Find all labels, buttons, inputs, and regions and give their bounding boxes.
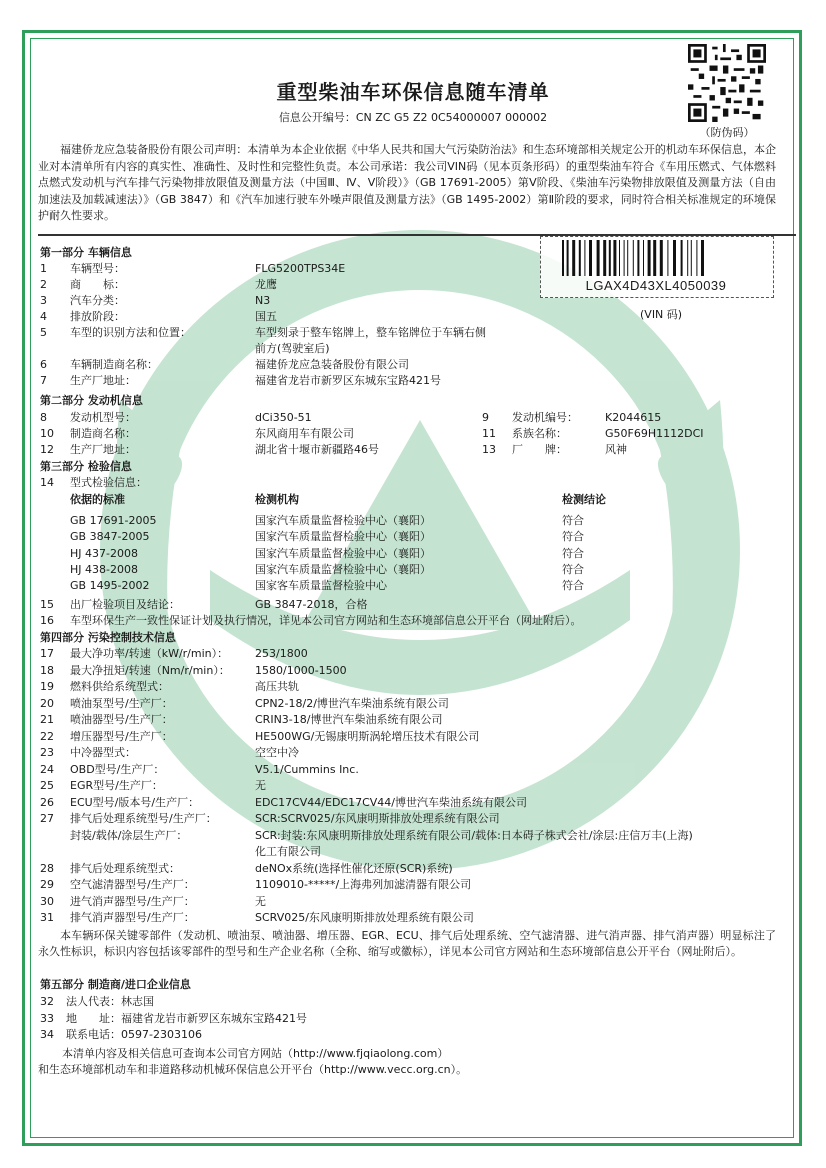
col-header-standard: 依据的标准 [70,493,125,506]
field-label: 车型的识别方法和位置： [70,326,191,339]
item-number: 5 [40,326,47,339]
part1-title: 第一部分 车辆信息 [40,246,132,259]
item-14-no: 14 [40,476,54,489]
item-16-no: 16 [40,614,54,627]
item-number: 31 [40,911,54,924]
field-value: SCR:SCRV025/东风康明斯排放处理系统有限公司 [255,812,500,825]
standard-cell: GB 1495-2002 [70,579,150,593]
agency-cell: 国家客车质量监督检验中心 [255,579,387,593]
field-value: 1109010-*****/上海弗列加滤清器有限公司 [255,878,472,891]
standard-cell: HJ 437-2008 [70,546,138,560]
barcode-bar [579,240,581,276]
item-number: 34 [40,1028,54,1041]
manufacturer-declaration [38,142,776,225]
barcode-bar [613,240,616,276]
part3-title: 第三部分 检验信息 [40,460,132,473]
field-value: 湖北省十堰市新疆路46号 [255,443,379,456]
item-number: 2 [40,278,47,291]
field-text: 联系电话：0597-2303106 [66,1028,202,1041]
barcode-bar [619,240,620,276]
field-value: HE500WG/无锡康明斯涡轮增压技术有限公司 [255,729,480,743]
barcode-bar [667,240,668,276]
vin-barcode [562,240,762,276]
item-number: 12 [40,443,54,456]
barcode-bar [562,240,564,276]
barcode-bar [589,240,592,276]
field-value: 高压共轨 [255,680,299,693]
field-value-cont: 前方(驾驶室后) [255,342,330,355]
field-value: G50F69H1112DCI [605,427,704,440]
item-14-label: 型式检验信息： [70,476,147,489]
agency-cell: 国家汽车质量监督检验中心（襄阳） [255,514,431,527]
field-label: 排气后处理系统型式： [70,861,180,875]
agency-cell: 国家汽车质量监督检验中心（襄阳） [255,546,431,560]
field-value: N3 [255,294,271,307]
item-number: 21 [40,713,54,726]
field-label: 中冷器型式： [70,746,136,759]
barcode-bar [609,240,611,276]
field-text: 法人代表：林志国 [66,995,154,1008]
field-value: 空空中冷 [255,746,299,759]
field-label: 厂 牌： [512,443,567,456]
item-number: 9 [482,411,489,424]
col-header-result: 检测结论 [562,493,606,506]
item-number: 24 [40,762,54,776]
barcode-bar [572,240,575,276]
field-value-cont: 化工有限公司 [255,845,321,858]
field-value: FLG5200TPS34E [255,262,346,275]
field-value: 龙鹰 [255,278,277,291]
item-15-value: GB 3847-2018，合格 [255,598,368,611]
barcode-bar [673,240,676,276]
result-cell: 符合 [562,562,584,576]
barcode-bar [653,240,656,276]
part4-title: 第四部分 污染控制技术信息 [40,631,176,644]
barcode-bar [603,240,606,276]
qr-caption: （防伪码） [699,126,755,139]
anti-counterfeit-qr-code [688,44,766,122]
item-number: 26 [40,795,54,809]
item-number: 32 [40,995,54,1008]
field-value: 253/1800 [255,647,308,660]
item-number: 27 [40,812,54,825]
barcode-bar [597,240,600,276]
item-number: 17 [40,647,54,660]
field-value: 东风商用车有限公司 [255,427,354,440]
barcode-bar [687,240,688,276]
footer-line-2: 和生态环境部机动车和非道路移动机械环保信息公开平台（http://www.vecc.org.cn）。 [38,1063,468,1076]
barcode-bar [627,240,628,276]
field-label: 汽车分类： [70,294,125,307]
field-label: 发动机编号： [512,411,578,424]
barcode-bar [691,240,692,276]
standard-cell: HJ 438-2008 [70,562,138,576]
vin-number: LGAX4D43XL4050039 [585,278,727,293]
field-label: 排气后处理系统型号/生产厂： [70,812,217,825]
field-value: deNOx系统(选择性催化还原(SCR)系统) [255,861,453,875]
vin-caption: (VIN 码) [640,308,683,321]
item-number: 25 [40,779,54,792]
field-label: ECU型号/版本号/生产厂： [70,795,200,809]
col-header-agency: 检测机构 [255,493,299,506]
item-number: 33 [40,1011,54,1025]
item-number: 22 [40,729,54,743]
field-value: 风神 [605,443,627,456]
field-label: 喷油泵型号/生产厂： [70,696,173,710]
document-title: 重型柴油车环保信息随车清单 [276,80,550,104]
item-number: 11 [482,427,496,440]
item-number: 18 [40,663,54,677]
part5-title: 第五部分 制造商/进口企业信息 [40,978,191,991]
field-label: 空气滤清器型号/生产厂： [70,878,195,891]
key-parts-note: 本车辆环保关键零部件（发动机、喷油泵、喷油器、增压器、EGR、ECU、排气后处理系统、空气滤清器、进气消声器、排气消声器）明显标注了永久性标识，标识内容包括该零部件的型号和生产企业名称（全称、缩写或徽标），详见本公司官方网站和生态环境部信息公开平台（网址附后）。 [38,929,776,958]
item-number: 29 [40,878,54,891]
field-label: 增压器型号/生产厂： [70,729,173,743]
field-value: CRIN3-18/博世汽车柴油系统有限公司 [255,713,443,726]
barcode-bar [637,240,639,276]
field-label: 封装/载体/涂层生产厂： [70,828,188,842]
field-label: 生产厂地址： [70,374,136,387]
field-label: 最大净功率/转速（kW/r/min）： [70,647,229,660]
item-number: 10 [40,427,54,440]
field-value: 福建侨龙应急装备股份有限公司 [255,358,409,371]
item-number: 13 [482,443,496,456]
item-15-no: 15 [40,598,54,611]
barcode-bar [696,240,697,276]
field-label: 喷油器型号/生产厂： [70,713,173,726]
field-label: 车辆制造商名称： [70,358,158,371]
item-number: 3 [40,294,47,307]
item-number: 23 [40,746,54,759]
item-15-label: 出厂检验项目及结论： [70,598,180,611]
field-label: OBD型号/生产厂： [70,762,165,776]
item-number: 6 [40,358,47,371]
field-value: V5.1/Cummins Inc. [255,762,359,776]
field-label: 车辆型号： [70,262,125,275]
barcode-bar [660,240,663,276]
item-number: 1 [40,262,47,275]
barcode-bar [567,240,569,276]
field-label: 系族名称： [512,427,567,440]
field-value: 无 [255,894,266,908]
info-code: 信息公开编号：CN ZC G5 Z2 0C54000007 000002 [278,111,548,124]
part2-title: 第二部分 发动机信息 [40,394,143,407]
field-label: 最大净扭矩/转速（Nm/r/min）： [70,663,230,677]
barcode-bar [643,240,644,276]
barcode-bar [624,240,625,276]
standard-cell: GB 17691-2005 [70,514,157,527]
field-label: 制造商名称： [70,427,136,440]
agency-cell: 国家汽车质量监督检验中心（襄阳） [255,562,431,576]
agency-cell: 国家汽车质量监督检验中心（襄阳） [255,530,431,544]
field-value: 1580/1000-1500 [255,663,347,677]
field-value: 无 [255,779,266,792]
field-value: 车型刻录于整车铭牌上，整车铭牌位于车辆右侧 [255,326,486,339]
item-number: 19 [40,680,54,693]
field-value: K2044615 [605,411,662,424]
field-label: 燃料供给系统型式： [70,680,169,693]
item-number: 4 [40,310,47,323]
field-value: 国五 [255,310,277,323]
item-number: 7 [40,374,47,387]
barcode-bar [633,240,634,276]
field-value: EDC17CV44/EDC17CV44/博世汽车柴油系统有限公司 [255,795,528,809]
field-value: SCRV025/东风康明斯排放处理系统有限公司 [255,911,474,924]
field-value: SCR:封装:东风康明斯排放处理系统有限公司/载体:日本碍子株式会社/涂层:庄信万丰(上海) [255,828,693,842]
barcode-bar [701,240,704,276]
field-label: 排气消声器型号/生产厂： [70,911,195,924]
result-cell: 符合 [562,546,584,560]
result-cell: 符合 [562,579,584,593]
item-16-text: 车型环保生产一致性保证计划及执行情况，详见本公司官方网站和生态环境部信息公开平台（网址附后）。 [70,614,582,627]
field-label: 排放阶段： [70,310,125,323]
field-label: 发动机型号： [70,411,136,424]
item-number: 30 [40,894,54,908]
item-number: 20 [40,696,54,710]
footer-line-1: 本清单内容及相关信息可查询本公司官方网站（http://www.fjqiaolong.com） [62,1047,449,1060]
field-value: 福建省龙岩市新罗区东城东宝路421号 [255,374,441,387]
item-number: 8 [40,411,47,424]
item-number: 28 [40,861,54,875]
field-label: EGR型号/生产厂： [70,779,163,792]
field-value: CPN2-18/2/博世汽车柴油系统有限公司 [255,696,449,710]
barcode-bar [584,240,585,276]
declaration-text: 福建侨龙应急装备股份有限公司声明：本清单为本企业依据《中华人民共和国大气污染防治法》和生态环境部相关规定公开的机动车环保信息，本企业对本清单所有内容的真实性、准确性、及时性和完整性负责。本公司承诺：我公司VIN码（见本页条形码）的重型柴油车符合《车用压燃式、气体燃料点燃式发动机与汽车排气污染物排放限值及测量方法（中国Ⅲ、Ⅳ、Ⅴ阶段）》（GB 17691-2005）第Ⅴ阶段、《柴油车污染物排放限值及测量方法（自由加速法及加载减速法）》（GB 3847）和《汽车加速行驶车外噪声限值及测量方法》（GB 1495-2002）第Ⅱ阶段的要求，同时符合相关标准规定的环境保护耐久性要求。 [38,143,776,222]
standard-cell: GB 3847-2005 [70,530,150,544]
field-label: 商 标： [70,278,125,291]
field-label: 生产厂地址： [70,443,136,456]
barcode-bar [648,240,651,276]
result-cell: 符合 [562,530,584,544]
field-label: 进气消声器型号/生产厂： [70,894,195,908]
field-value: dCi350-51 [255,411,312,424]
result-cell: 符合 [562,514,584,527]
field-text: 地 址：福建省龙岩市新罗区东城东宝路421号 [66,1011,307,1025]
barcode-bar [681,240,683,276]
